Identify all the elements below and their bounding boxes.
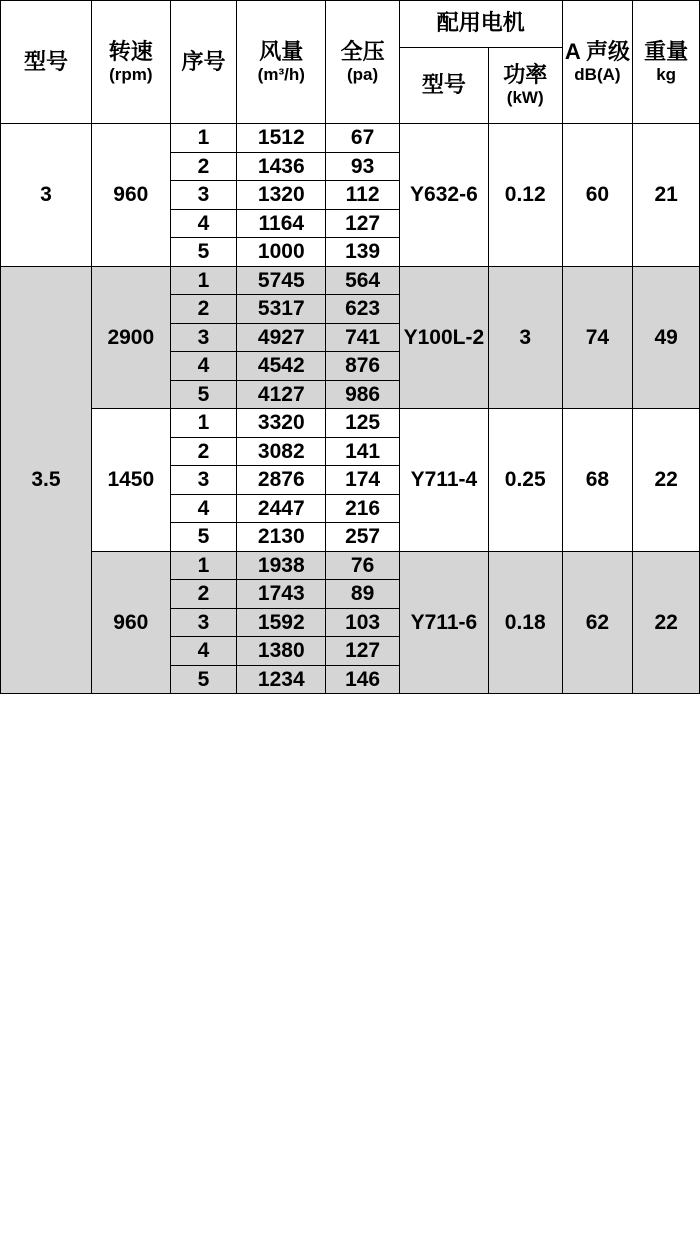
cell-noise: 60 [562, 124, 633, 267]
cell-index: 4 [170, 494, 237, 523]
cell-flow: 2447 [237, 494, 326, 523]
cell-flow: 1234 [237, 665, 326, 694]
cell-weight: 49 [633, 266, 700, 409]
cell-pressure: 146 [326, 665, 400, 694]
cell-motor-power: 0.18 [488, 551, 562, 694]
cell-pressure: 741 [326, 323, 400, 352]
cell-motor-power: 0.25 [488, 409, 562, 552]
cell-flow: 1320 [237, 181, 326, 210]
cell-pressure: 623 [326, 295, 400, 324]
header-noise [562, 1, 633, 124]
cell-flow: 4927 [237, 323, 326, 352]
cell-index: 5 [170, 238, 237, 267]
cell-index: 5 [170, 523, 237, 552]
cell-pressure: 139 [326, 238, 400, 267]
header-flow [237, 1, 326, 124]
table-row [1, 266, 700, 295]
header-pressure-label: 全压 [340, 39, 385, 65]
cell-pressure: 127 [326, 637, 400, 666]
table-row [1, 551, 700, 580]
table-body [1, 124, 700, 694]
cell-flow: 2130 [237, 523, 326, 552]
cell-flow: 1164 [237, 209, 326, 238]
cell-index: 3 [170, 608, 237, 637]
header-pressure [326, 1, 400, 124]
cell-pressure: 112 [326, 181, 400, 210]
cell-index: 1 [170, 409, 237, 438]
cell-noise: 68 [562, 409, 633, 552]
cell-flow: 2876 [237, 466, 326, 495]
cell-pressure: 564 [326, 266, 400, 295]
cell-index: 5 [170, 380, 237, 409]
cell-flow: 1000 [237, 238, 326, 267]
cell-model: 3 [1, 124, 92, 267]
cell-flow: 1592 [237, 608, 326, 637]
header-motor-power-label: 功率 [503, 62, 548, 88]
cell-flow: 1436 [237, 152, 326, 181]
header-motor-power [488, 47, 562, 123]
cell-index: 4 [170, 352, 237, 381]
header-weight-unit: kg [656, 64, 677, 84]
table-row [1, 124, 700, 153]
cell-pressure: 93 [326, 152, 400, 181]
cell-model: 3.5 [1, 266, 92, 694]
cell-flow: 5317 [237, 295, 326, 324]
header-weight-label: 重量 [644, 39, 689, 65]
cell-index: 2 [170, 152, 237, 181]
cell-flow: 1938 [237, 551, 326, 580]
table-header [1, 1, 700, 124]
header-motor-group: 配用电机 [399, 1, 562, 48]
cell-motor-model: Y711-6 [399, 551, 488, 694]
cell-weight: 22 [633, 551, 700, 694]
cell-motor-model: Y100L-2 [399, 266, 488, 409]
cell-pressure: 67 [326, 124, 400, 153]
header-index: 序号 [170, 1, 237, 124]
header-pressure-unit: (pa) [347, 64, 379, 84]
cell-flow: 4542 [237, 352, 326, 381]
header-motor-power-unit: (kW) [506, 88, 544, 108]
cell-weight: 22 [633, 409, 700, 552]
cell-flow: 3320 [237, 409, 326, 438]
header-model: 型号 [1, 1, 92, 124]
cell-speed: 2900 [91, 266, 170, 409]
cell-flow: 1743 [237, 580, 326, 609]
cell-motor-model: Y711-4 [399, 409, 488, 552]
cell-index: 2 [170, 437, 237, 466]
cell-flow: 1512 [237, 124, 326, 153]
table-row [1, 409, 700, 438]
header-flow-label: 风量 [259, 39, 304, 65]
cell-index: 3 [170, 466, 237, 495]
cell-index: 5 [170, 665, 237, 694]
cell-speed: 960 [91, 124, 170, 267]
cell-motor-model: Y632-6 [399, 124, 488, 267]
cell-flow: 4127 [237, 380, 326, 409]
cell-index: 1 [170, 266, 237, 295]
cell-pressure: 986 [326, 380, 400, 409]
header-weight [633, 1, 700, 124]
cell-pressure: 76 [326, 551, 400, 580]
cell-flow: 5745 [237, 266, 326, 295]
cell-index: 1 [170, 551, 237, 580]
header-speed-label: 转速 [108, 39, 153, 65]
cell-speed: 1450 [91, 409, 170, 552]
cell-pressure: 216 [326, 494, 400, 523]
cell-pressure: 141 [326, 437, 400, 466]
cell-pressure: 257 [326, 523, 400, 552]
cell-flow: 1380 [237, 637, 326, 666]
header-speed [91, 1, 170, 124]
cell-pressure: 127 [326, 209, 400, 238]
cell-pressure: 89 [326, 580, 400, 609]
cell-index: 3 [170, 323, 237, 352]
cell-pressure: 125 [326, 409, 400, 438]
cell-index: 3 [170, 181, 237, 210]
cell-pressure: 103 [326, 608, 400, 637]
cell-pressure: 876 [326, 352, 400, 381]
cell-motor-power: 0.12 [488, 124, 562, 267]
cell-index: 2 [170, 580, 237, 609]
cell-noise: 74 [562, 266, 633, 409]
cell-index: 2 [170, 295, 237, 324]
cell-index: 4 [170, 637, 237, 666]
header-flow-unit: (m³/h) [257, 64, 305, 84]
cell-speed: 960 [91, 551, 170, 694]
header-motor-model: 型号 [399, 47, 488, 123]
cell-motor-power: 3 [488, 266, 562, 409]
header-noise-label: A 声级 [564, 39, 631, 65]
cell-noise: 62 [562, 551, 633, 694]
header-noise-unit: dB(A) [574, 64, 621, 84]
cell-index: 1 [170, 124, 237, 153]
cell-pressure: 174 [326, 466, 400, 495]
cell-flow: 3082 [237, 437, 326, 466]
cell-index: 4 [170, 209, 237, 238]
cell-weight: 21 [633, 124, 700, 267]
header-speed-unit: (rpm) [109, 64, 153, 84]
